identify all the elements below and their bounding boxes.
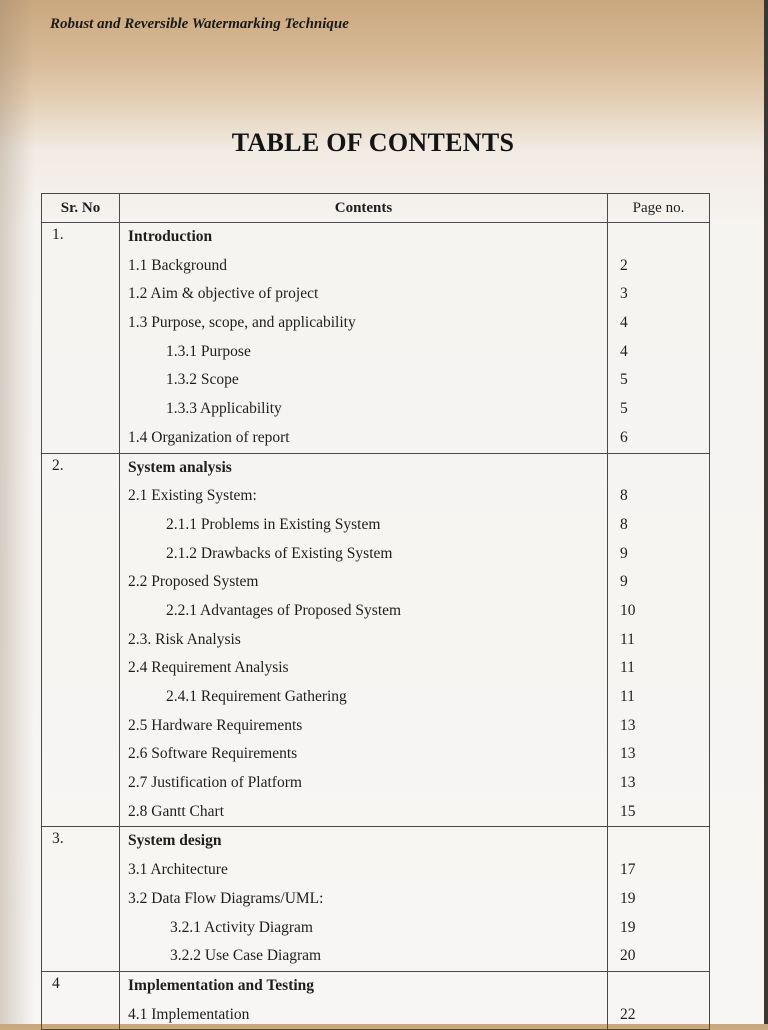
toc-section-row (42, 223, 710, 454)
section-pages (608, 971, 710, 1029)
section-contents (120, 827, 608, 971)
toc-entry-page: 19 (620, 918, 636, 936)
column-header-contents: Contents (120, 194, 608, 223)
toc-entry-title: 2.1.1 Problems in Existing System (166, 515, 381, 533)
column-header-sr: Sr. No (42, 194, 120, 223)
toc-entry-title: 4.1 Implementation (128, 1005, 250, 1023)
section-heading-page-blank (620, 827, 709, 856)
toc-entry-title: 1.3 Purpose, scope, and applicability (128, 314, 356, 332)
section-pages (608, 453, 710, 827)
toc-entry-title: 1.3.2 Scope (166, 371, 239, 389)
toc-entry-page: 3 (620, 285, 628, 303)
toc-entry-page: 8 (620, 487, 628, 505)
toc-table (41, 193, 710, 1030)
column-header-page: Page no. (608, 194, 710, 223)
toc-entry-title: 2.6 Software Requirements (128, 745, 298, 763)
toc-entry-title: 1.3.1 Purpose (166, 342, 251, 360)
toc-entry-title: 2.8 Gantt Chart (128, 802, 224, 820)
page-title: TABLE OF CONTENTS (231, 128, 515, 157)
section-heading-page-blank (620, 972, 709, 1001)
section-contents (120, 223, 608, 454)
toc-entry-page: 5 (620, 400, 628, 418)
toc-entry-title: 2.2 Proposed System (128, 573, 259, 591)
section-heading: System analysis (128, 458, 232, 476)
toc-entry-title: 2.3. Risk Analysis (128, 630, 241, 648)
toc-entry-title: 2.7 Justification of Platform (128, 774, 302, 792)
toc-entry-page: 4 (620, 314, 628, 332)
section-pages (608, 827, 710, 971)
section-heading: Implementation and Testing (128, 976, 315, 994)
toc-entry-page: 17 (620, 861, 636, 879)
toc-entry-page: 11 (620, 659, 635, 677)
toc-section-row (42, 453, 710, 827)
section-number: 3. (42, 827, 120, 971)
toc-entry-title: 2.1.2 Drawbacks of Existing System (166, 544, 393, 562)
toc-body (42, 223, 710, 1030)
section-contents (120, 971, 608, 1029)
running-header: Robust and Reversible Watermarking Technique (50, 16, 349, 32)
toc-entry-title: 3.2 Data Flow Diagrams/UML: (128, 889, 324, 907)
toc-entry-page: 5 (620, 371, 628, 389)
toc-entry-title: 2.5 Hardware Requirements (128, 716, 303, 734)
toc-entry-title: 2.2.1 Advantages of Proposed System (166, 601, 402, 619)
section-heading: Introduction (128, 228, 213, 245)
section-heading-page-blank (620, 223, 709, 252)
toc-entry-page: 19 (620, 889, 636, 907)
toc-entry-title: 2.4 Requirement Analysis (128, 659, 289, 677)
toc-entry-title: 2.1 Existing System: (128, 487, 257, 505)
section-pages (608, 223, 710, 454)
toc-entry-page: 8 (620, 515, 628, 533)
toc-entry-title: 1.3.3 Applicability (166, 400, 282, 418)
toc-entry-title: 3.2.1 Activity Diagram (170, 918, 313, 936)
page-edge (764, 0, 768, 1024)
section-number: 4 (42, 971, 120, 1029)
toc-entry-page: 15 (620, 802, 636, 820)
toc-entry-page: 20 (620, 947, 636, 965)
toc-entry-page: 6 (620, 428, 628, 446)
toc-entry-page: 13 (620, 716, 636, 734)
toc-entry-page: 10 (620, 601, 636, 619)
section-number: 1. (42, 223, 120, 454)
toc-section-row (42, 971, 710, 1029)
toc-header-row (42, 194, 710, 223)
toc-section-row (42, 827, 710, 971)
toc-entry-title: 3.2.2 Use Case Diagram (170, 947, 322, 965)
toc-entry-page: 11 (620, 688, 635, 705)
section-heading-page-blank (620, 454, 709, 483)
toc-entry-page: 9 (620, 573, 628, 591)
toc-entry-page: 13 (620, 774, 636, 792)
toc-entry-title: 2.4.1 Requirement Gathering (166, 688, 347, 705)
toc-entry-title: 1.1 Background (128, 256, 228, 274)
toc-entry-page: 9 (620, 544, 628, 562)
section-heading: System design (128, 832, 222, 850)
toc-entry-page: 11 (620, 630, 635, 648)
toc-entry-page: 4 (620, 342, 628, 360)
section-contents (120, 453, 608, 827)
toc-entry-title: 1.2 Aim & objective of project (128, 285, 319, 303)
toc-entry-page: 22 (620, 1005, 636, 1023)
toc-entry-page: 2 (620, 256, 628, 274)
toc-entry-title: 3.1 Architecture (128, 861, 228, 879)
section-number: 2. (42, 453, 120, 827)
toc-entry-page: 13 (620, 745, 636, 763)
toc-entry-title: 1.4 Organization of report (128, 428, 290, 446)
